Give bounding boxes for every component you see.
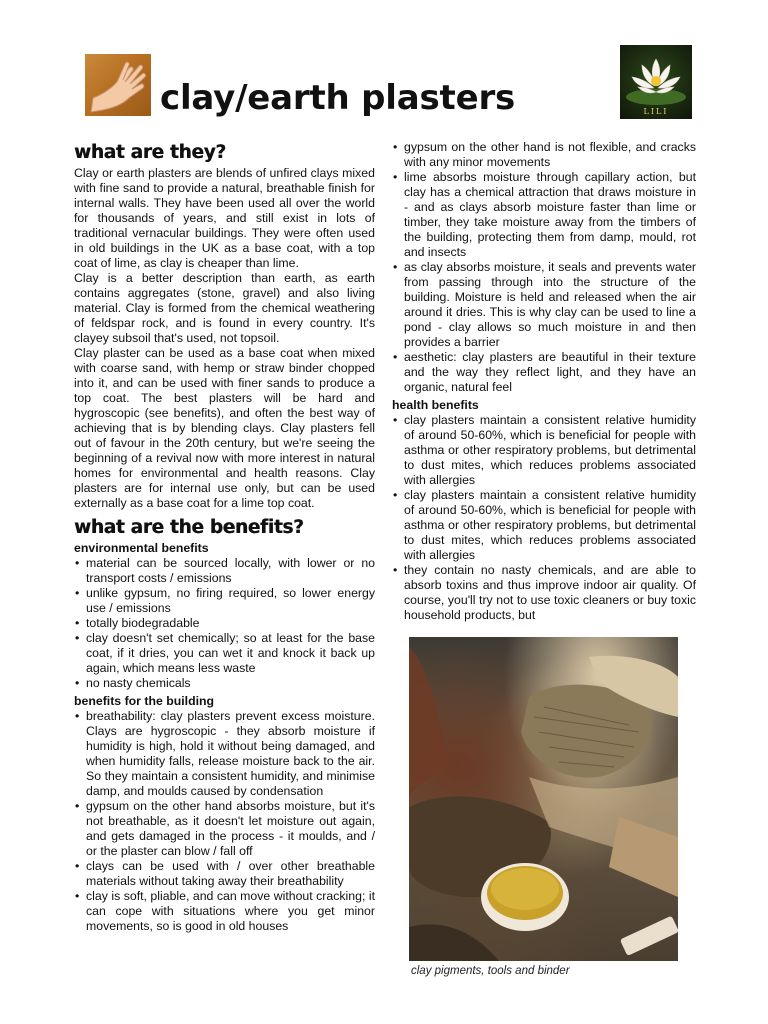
list-item: • lime absorbs moisture through capillary action, but clay has a chemical attraction that draws moisture in - and as clays absorb moisture faster than lime or timber, they take moisture away from the timbers of the building, protecting them from damp, mould, rot and insects	[392, 170, 696, 260]
list-item: • gypsum on the other hand absorbs moisture, but it's not breathable, as it doesn't let moisture out again, and gets damaged in the process - it moulds, and / or the plaster can blow / fall off	[74, 799, 375, 859]
list-item: • totally biodegradable	[74, 616, 375, 631]
health-benefits-list	[392, 413, 696, 623]
left-column	[74, 141, 375, 934]
environmental-benefits-list	[74, 556, 375, 691]
list-item: • no nasty chemicals	[74, 676, 375, 691]
list-item: • clays can be used with / over other breathable materials without taking away their breathability	[74, 859, 375, 889]
list-item: • clay plasters maintain a consistent relative humidity of around 50-60%, which is beneficial for people with asthma or other respiratory problems, but detrimental to dust mites, which reduces problems associated with allergies	[392, 488, 696, 563]
list-item: • aesthetic: clay plasters are beautiful in their texture and the way they reflect light, and they have an organic, natural feel	[392, 350, 696, 395]
lotus-flower-icon	[620, 45, 692, 119]
right-column	[392, 140, 696, 623]
building-benefits-list	[74, 709, 375, 934]
list-item: • clay is soft, pliable, and can move without cracking; it can cope with situations where you get minor movements, so is good in old houses	[74, 889, 375, 934]
paragraph: Clay or earth plasters are blends of unfired clays mixed with fine sand to provide a natural, breathable finish for internal walls. They have been used all over the world for thousands of years, and still exist in lots of traditional vernacular buildings. They were often used in old buildings in the UK as a base coat, with a top coat of lime, as clay is cheaper than lime.	[74, 166, 375, 270]
sub-heading-building: benefits for the building	[74, 694, 215, 708]
paragraph: Clay plaster can be used as a base coat when mixed with coarse sand, with hemp or straw binder chopped into it, and can be used with finer sands to produce a top coat. The best plasters will be hard and hygroscopic (see benefits), and often the best way of achieving that is by blending clays. Clay plasters fell out of favour in the 20th century, but we're seeing the beginning of a revival now with more interest in natural homes for environmental and health reasons. Clay plasters are for internal use only, but can be used externally as a base coat for a lime top coat.	[74, 346, 375, 510]
list-item: • clay doesn't set chemically; so at least for the base coat, if it dries, you can wet it and knock it back up again, which means less waste	[74, 631, 375, 676]
list-item: • they contain no nasty chemicals, and are able to absorb toxins and thus improve indoor air quality. Of course, you'll try not to use toxic cleaners or buy toxic household products, but	[392, 563, 696, 623]
photo-caption: clay pigments, tools and binder	[411, 965, 570, 977]
list-item: • as clay absorbs moisture, it seals and prevents water from passing through into the structure of the building. Moisture is held and released when the air around it dries. This is why clay can be used to line a pond - clay allows so much moisture in and then provides a barrier	[392, 260, 696, 350]
lotus-label: LILI	[643, 107, 669, 116]
list-item: • unlike gypsum, no firing required, so lower energy use / emissions	[74, 586, 375, 616]
list-item: • clay plasters maintain a consistent relative humidity of around 50-60%, which is beneficial for people with asthma or other respiratory problems, but detrimental to dust mites, which reduces problems associated with allergies	[392, 413, 696, 488]
sub-heading-environmental: environmental benefits	[74, 541, 209, 555]
page-title: clay/earth plasters	[160, 78, 516, 118]
sub-heading-health: health benefits	[392, 398, 479, 412]
hand-icon	[85, 54, 151, 116]
list-item: • breathability: clay plasters prevent excess moisture. Clays are hygroscopic - they absorb moisture if humidity is high, hold it without being damaged, and when humidity falls, release moisture back to the air. So they maintain a consistent humidity, and minimise damp, and moulds caused by condensation	[74, 709, 375, 799]
section-heading-what-are-they: what are they?	[74, 142, 226, 163]
section-heading-benefits: what are the benefits?	[74, 517, 304, 538]
building-benefits-list-continued	[392, 140, 696, 395]
list-item: • material can be sourced locally, with lower or no transport costs / emissions	[74, 556, 375, 586]
paragraph: Clay is a better description than earth, as earth contains aggregates (stone, gravel) and also living material. Clay is formed from the chemical weathering of feldspar rock, and is found in every country. It's clayey subsoil that's used, not topsoil.	[74, 271, 375, 345]
clay-pigments-photo	[409, 637, 678, 961]
list-item: • gypsum on the other hand is not flexible, and cracks with any minor movements	[392, 140, 696, 170]
